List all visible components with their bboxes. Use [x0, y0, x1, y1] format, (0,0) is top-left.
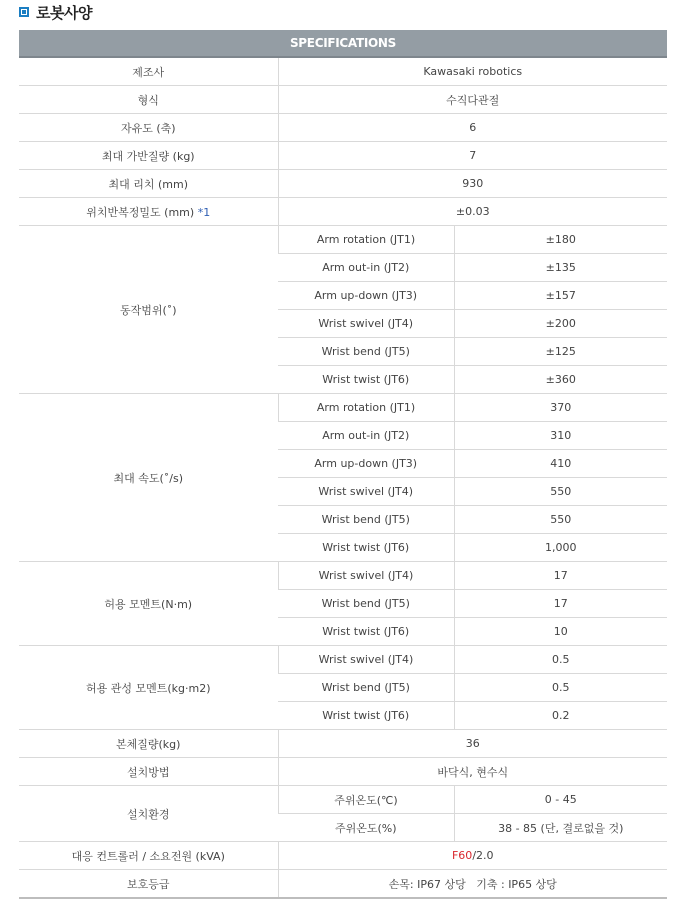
- value-cell: ±360: [454, 366, 667, 394]
- value-cell: 0.5: [454, 646, 667, 674]
- table-row: [19, 870, 667, 899]
- axis-cell: Wrist twist (JT6): [278, 618, 454, 646]
- value-cell: 0.2: [454, 702, 667, 730]
- axis-cell: Arm up-down (JT3): [278, 282, 454, 310]
- table-row: [19, 226, 667, 254]
- row-label: 대응 컨트롤러 / 소요전원 (kVA): [19, 842, 278, 870]
- axis-cell: Wrist swivel (JT4): [278, 646, 454, 674]
- row-value: 930: [278, 170, 667, 198]
- value-cell: ±200: [454, 310, 667, 338]
- value-cell: 17: [454, 562, 667, 590]
- row-value: ±0.03: [278, 198, 667, 226]
- group-label: 허용 모멘트(N·m): [19, 562, 278, 646]
- row-value: 6: [278, 114, 667, 142]
- row-value: [278, 842, 667, 870]
- row-label: 자유도 (축): [19, 114, 278, 142]
- value-cell: 410: [454, 450, 667, 478]
- value-cell: 0.5: [454, 674, 667, 702]
- axis-cell: Arm up-down (JT3): [278, 450, 454, 478]
- axis-cell: Wrist swivel (JT4): [278, 310, 454, 338]
- axis-cell: Wrist twist (JT6): [278, 366, 454, 394]
- table-row: [19, 394, 667, 422]
- value-cell: 550: [454, 506, 667, 534]
- axis-cell: Wrist swivel (JT4): [278, 478, 454, 506]
- spec-table: [19, 30, 667, 899]
- table-row: [19, 86, 667, 114]
- axis-cell: Wrist twist (JT6): [278, 702, 454, 730]
- value-cell: 38 - 85 (단, 결로없을 것): [454, 814, 667, 842]
- value-cell: ±125: [454, 338, 667, 366]
- table-header-row: [19, 30, 667, 57]
- env-item-cell: 주위온도(℃): [278, 786, 454, 814]
- repeatability-label: 위치반복정밀도 (mm): [86, 205, 195, 219]
- row-value: 수직다관절: [278, 86, 667, 114]
- row-label: 본체질량(kg): [19, 730, 278, 758]
- axis-cell: Wrist swivel (JT4): [278, 562, 454, 590]
- table-row: [19, 142, 667, 170]
- row-value: 36: [278, 730, 667, 758]
- value-cell: 10: [454, 618, 667, 646]
- row-label: 형식: [19, 86, 278, 114]
- row-label: 보호등급: [19, 870, 278, 899]
- row-value: Kawasaki robotics: [278, 57, 667, 86]
- axis-cell: Wrist bend (JT5): [278, 338, 454, 366]
- page-heading: [19, 0, 92, 24]
- row-label: 최대 리치 (mm): [19, 170, 278, 198]
- power-value: /2.0: [472, 849, 494, 862]
- group-label: 최대 속도(˚/s): [19, 394, 278, 562]
- value-cell: ±135: [454, 254, 667, 282]
- value-cell: 17: [454, 590, 667, 618]
- row-label: 제조사: [19, 57, 278, 86]
- group-label: 설치환경: [19, 786, 278, 842]
- table-row: [19, 562, 667, 590]
- table-row: [19, 646, 667, 674]
- axis-cell: Wrist bend (JT5): [278, 590, 454, 618]
- value-cell: 0 - 45: [454, 786, 667, 814]
- table-row: [19, 730, 667, 758]
- table-row: [19, 114, 667, 142]
- axis-cell: Arm out-in (JT2): [278, 422, 454, 450]
- axis-cell: Arm rotation (JT1): [278, 226, 454, 254]
- table-row: [19, 842, 667, 870]
- row-label: 최대 가반질량 (kg): [19, 142, 278, 170]
- value-cell: 370: [454, 394, 667, 422]
- page-title: 로봇사양: [36, 3, 92, 22]
- value-cell: 1,000: [454, 534, 667, 562]
- square-bullet-icon: [19, 7, 29, 17]
- protection-value: 손목: IP67 상당 기축 : IP65 상당: [388, 877, 557, 891]
- value-cell: 310: [454, 422, 667, 450]
- controller-model-link[interactable]: F60: [451, 849, 473, 862]
- axis-cell: Arm out-in (JT2): [278, 254, 454, 282]
- row-value: 바닥식, 현수식: [278, 758, 667, 786]
- table-row: [19, 198, 667, 226]
- footnote-link[interactable]: *1: [197, 205, 211, 219]
- value-cell: ±180: [454, 226, 667, 254]
- value-cell: ±157: [454, 282, 667, 310]
- axis-cell: Wrist bend (JT5): [278, 506, 454, 534]
- row-label: [19, 198, 278, 226]
- axis-cell: Arm rotation (JT1): [278, 394, 454, 422]
- axis-cell: Wrist bend (JT5): [278, 674, 454, 702]
- row-value: 7: [278, 142, 667, 170]
- table-row: [19, 57, 667, 86]
- table-header: SPECIFICATIONS: [19, 30, 667, 57]
- table-row: [19, 786, 667, 814]
- env-item-cell: 주위온도(%): [278, 814, 454, 842]
- group-label: 허용 관성 모멘트(kg·m2): [19, 646, 278, 730]
- value-cell: 550: [454, 478, 667, 506]
- axis-cell: Wrist twist (JT6): [278, 534, 454, 562]
- group-label: 동작범위(˚): [19, 226, 278, 394]
- row-value: [278, 870, 667, 899]
- row-label: 설치방법: [19, 758, 278, 786]
- table-row: [19, 758, 667, 786]
- table-row: [19, 170, 667, 198]
